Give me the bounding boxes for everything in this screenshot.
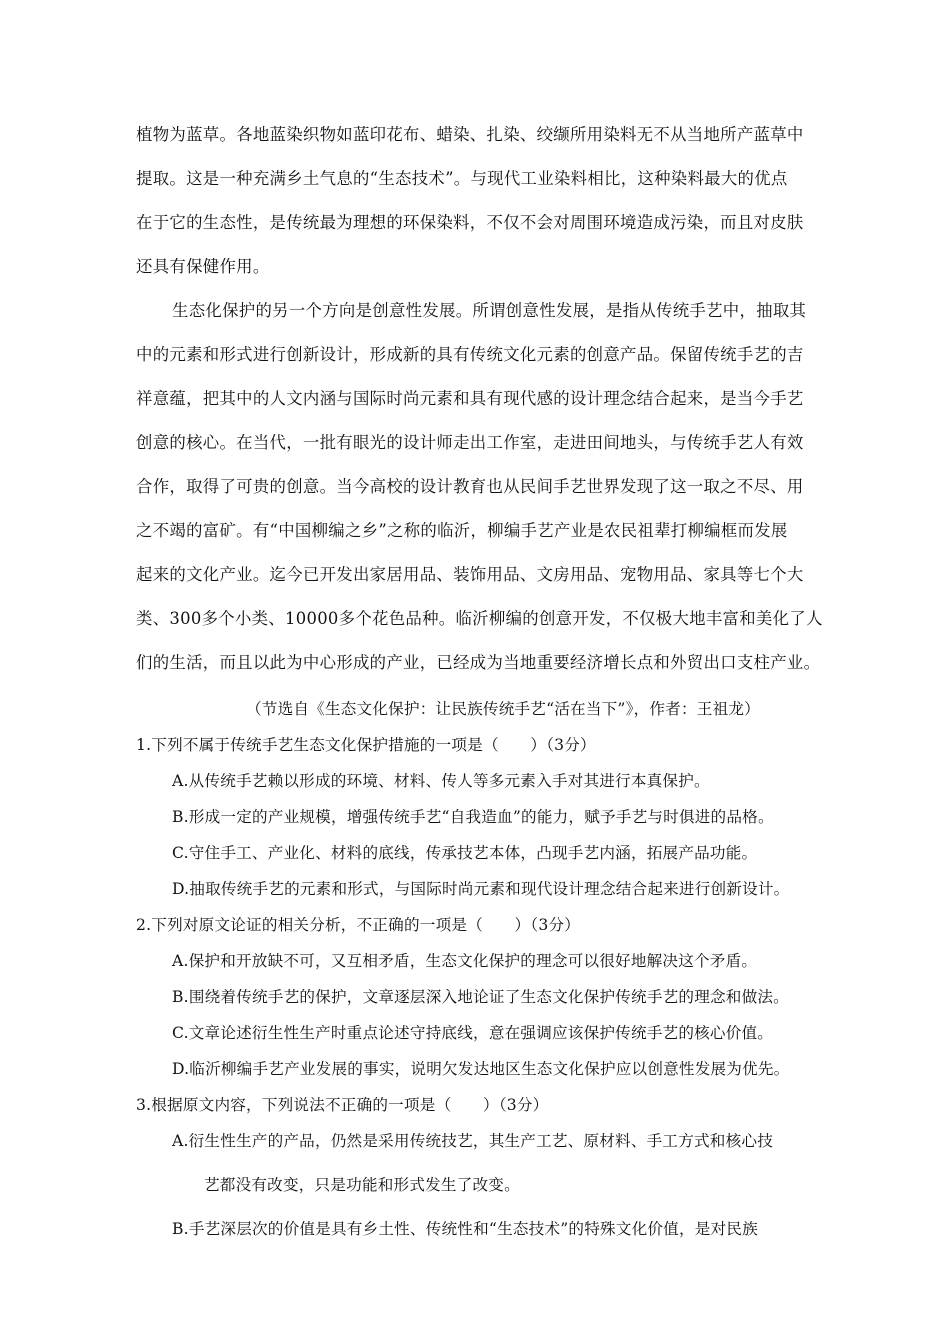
question-option: C.文章论述衍生性生产时重点论述守持底线，意在强调应该保护传统手艺的核心价值。: [172, 1024, 774, 1042]
passage-line: 之不竭的富矿。有“中国柳编之乡”之称的临沂，柳编手艺产业是农民祖辈打柳编框而发展: [136, 521, 788, 540]
passage-line: 生态化保护的另一个方向是创意性发展。所谓创意性发展，是指从传统手艺中，抽取其: [172, 301, 807, 320]
question-option: A.衍生性生产的产品，仍然是采用传统技艺，其生产工艺、原材料、手工方式和核心技: [172, 1132, 773, 1150]
question-stem: 2.下列对原文论证的相关分析，不正确的一项是（ ）（3分）: [136, 916, 581, 934]
passage-line: 合作，取得了可贵的创意。当今高校的设计教育也从民间手艺世界发现了这一取之不尽、用: [136, 477, 804, 496]
question-option: D.抽取传统手艺的元素和形式，与国际时尚元素和现代设计理念结合起来进行创新设计。: [172, 880, 790, 898]
passage-line: 植物为蓝草。各地蓝染织物如蓝印花布、蜡染、扎染、绞缬所用染料无不从当地所产蓝草中: [136, 125, 804, 144]
question-stem: 3.根据原文内容，下列说法不正确的一项是（ ）（3分）: [136, 1096, 549, 1114]
passage-line: 们的生活，而且以此为中心形成的产业，已经成为当地重要经济增长点和外贸出口支柱产业。: [136, 653, 821, 672]
source-citation: （节选自《生态文化保护：让民族传统手艺“活在当下”》，作者：王祖龙）: [246, 700, 760, 718]
passage-line: 中的元素和形式进行创新设计，形成新的具有传统文化元素的创意产品。保留传统手艺的吉: [136, 345, 804, 364]
question-option: A.保护和开放缺不可，又互相矛盾，生态文化保护的理念可以很好地解决这个矛盾。: [172, 952, 758, 970]
passage-line: 起来的文化产业。迄今已开发出家居用品、装饰用品、文房用品、宠物用品、家具等七个大: [136, 565, 804, 584]
question-option: B.形成一定的产业规模，增强传统手艺“自我造血”的能力，赋予手艺与时俱进的品格。: [172, 808, 774, 826]
question-option: D.临沂柳编手艺产业发展的事实，说明欠发达地区生态文化保护应以创意性发展为优先。: [172, 1060, 790, 1078]
passage-line: 还具有保健作用。: [136, 257, 270, 276]
question-option: C.守住手工、产业化、材料的底线，传承技艺本体，凸现手艺内涵，拓展产品功能。: [172, 844, 758, 862]
passage-line: 创意的核心。在当代，一批有眼光的设计师走出工作室，走进田间地头，与传统手艺人有效: [136, 433, 804, 452]
question-option: B.围绕着传统手艺的保护，文章逐层深入地论证了生态文化保护传统手艺的理念和做法。: [172, 988, 789, 1006]
question-option: B.手艺深层次的价值是具有乡土性、传统性和“生态技术”的特殊文化价值，是对民族: [172, 1220, 758, 1238]
question-option-continuation: 艺都没有改变，只是功能和形式发生了改变。: [204, 1176, 520, 1194]
question-option: A.从传统手艺赖以形成的环境、材料、传人等多元素入手对其进行本真保护。: [172, 772, 710, 790]
question-stem: 1.下列不属于传统手艺生态文化保护措施的一项是（ ）（3分）: [136, 736, 596, 754]
passage-line: 祥意蕴，把其中的人文内涵与国际时尚元素和具有现代感的设计理念结合起来，是当今手艺: [136, 389, 804, 408]
passage-line: 类、300多个小类、10000多个花色品种。临沂柳编的创意开发，不仅极大地丰富和美化了人: [136, 609, 823, 628]
passage-line: 提取。这是一种充满乡土气息的“生态技术”。与现代工业染料相比，这种染料最大的优点: [136, 169, 788, 188]
passage-line: 在于它的生态性，是传统最为理想的环保染料，不仅不会对周围环境造成污染，而且对皮肤: [136, 213, 804, 232]
